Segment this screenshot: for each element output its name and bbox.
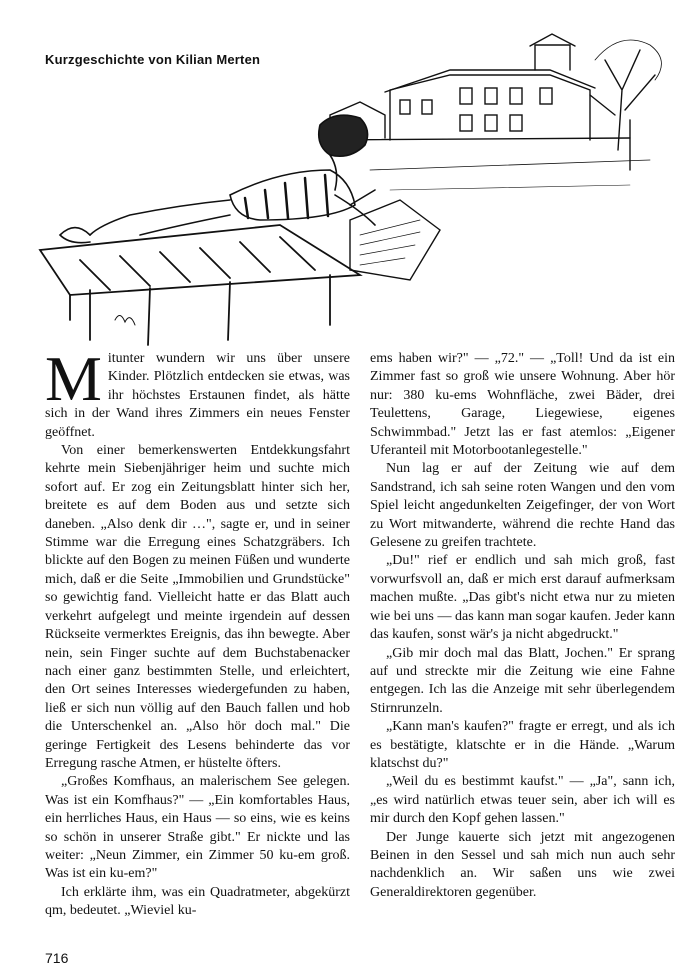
illustration-boy-reading-on-dock: [30, 20, 680, 350]
paragraph: Nun lag er auf der Zeitung wie auf dem Sandstrand, ich sah seine roten Wangen und den vom Spiel leicht angedunkelten Zeigefinger, der von Wort zu Wort mitwanderte, während die rechte Hand das Gelesene zu greifen trachtete.: [370, 461, 675, 551]
paragraph: Ich erklärte ihm, was ein Quadratmeter, abgekürzt qm, bedeutet. „Wieviel ku-: [45, 884, 350, 919]
text-column-right: [370, 350, 675, 902]
tree-sketch: [590, 40, 661, 170]
paragraph: „Du!" rief er endlich und sah mich groß, fast vorwurfsvoll an, daß er mich erst darauf aufmerksam machen mußte. „Das gibt's nicht etwa nur zu mieten wie bei uns — das kann man sogar kaufen. Jeder kann das kaufen, sonst wär's ja nicht abgedruckt.": [370, 553, 675, 643]
paragraph: „Gib mir doch mal das Blatt, Jochen." Er sprang auf und streckte mir die Zeitung wie eine Fahne entgegen. Ich las die Anzeige mit sehr überlegendem Stirnrunzeln.: [370, 645, 675, 716]
page-number: 716: [45, 950, 69, 966]
boy-sketch: [60, 115, 375, 242]
paragraph: ems haben wir?" — „72." — „Toll! Und da ist ein Zimmer fast so groß wie unsere Wohnung. Aber hör nur: 380 ku-ems Wohnfläche, zwei Bäder, drei Teulettens, Garage, Liegewiese, eigenes Schwimmbad." Jetzt las er fast atemlos: „Eigener Uferanteil mit Motorbootanlegestelle.": [370, 351, 675, 459]
paragraph: Von einer bemerkenswerten Entdekkungsfahrt kehrte mein Siebenjähriger heim und suchte mich sofort auf. Er zog ein Zeitungsblatt hinter sich her, breitete es auf dem Boden aus und setzte sich daneben. „Also denk dir …", sagte er, und in seiner Stimme war die Erregung eines Schatzgräbers. Ich blickte auf den Bogen zu meinen Füßen und wunderte mich, daß er die Seite „Immobilien und Grundstücke" so gewichtig fand. Vielleicht hatte er das Blatt auch verkehrt aufgelegt und meinte irgendein auf dessen Rückseite vermerktes Ereignis, das ihn bewegte. Aber nein, sein Finger suchte auf dem Buchstabenacker nach einer ganz bestimmten Stelle, und erleichtert, den Ort seines Interesses wiedergefunden zu haben, ließ er sich nun völlig auf den Bauch fallen und hob die Unterschenkel an. „Also hör doch mal." Die geringe Fertigkeit des Lesens behinderte das vor Erregung rasche Atmen, er hüstelte öfters.: [45, 443, 350, 771]
paragraph: Der Junge kauerte sich jetzt mit angezogenen Beinen in den Sessel und sah mich nun auch sehr nachdenklich an. Wir saßen uns wie zwei Generaldirektoren gegenüber.: [370, 829, 675, 900]
paragraph: „Großes Komfhaus, an malerischem See gelegen. Was ist ein Komfhaus?" — „Ein komfortables Haus, ein herrliches Haus, ein Haus — so eins, wie es keins so schön in unserer Straße gibt." Er nickte und las weiter: „Neun Zimmer, ein Zimmer 50 ku-em groß. Was ist ein ku-em?": [45, 774, 350, 882]
drop-cap: M: [45, 343, 102, 414]
newspaper-sketch: [350, 200, 440, 280]
text-column-left: [45, 343, 350, 921]
paragraph: Mitunter wundern wir uns über unsere Kinder. Plötzlich entdecken sie etwas, was ihr höchstes Erstaunen findet, als hätte sich in der Wand ihres Zimmers ein neues Fenster geöffnet.: [45, 343, 350, 440]
paragraph: „Weil du es bestimmt kaufst." — „Ja", sann ich, „es wird natürlich etwas teuer sein, aber ich will es mir durch den Kopf gehen lassen.": [370, 774, 675, 827]
byline: Kurzgeschichte von Kilian Merten: [45, 52, 261, 67]
paragraph: „Kann man's kaufen?" fragte er erregt, und als ich es bestätigte, klatschte er in die Hände. „Warum klatschst du?": [370, 719, 675, 771]
villa-sketch: [320, 34, 630, 140]
